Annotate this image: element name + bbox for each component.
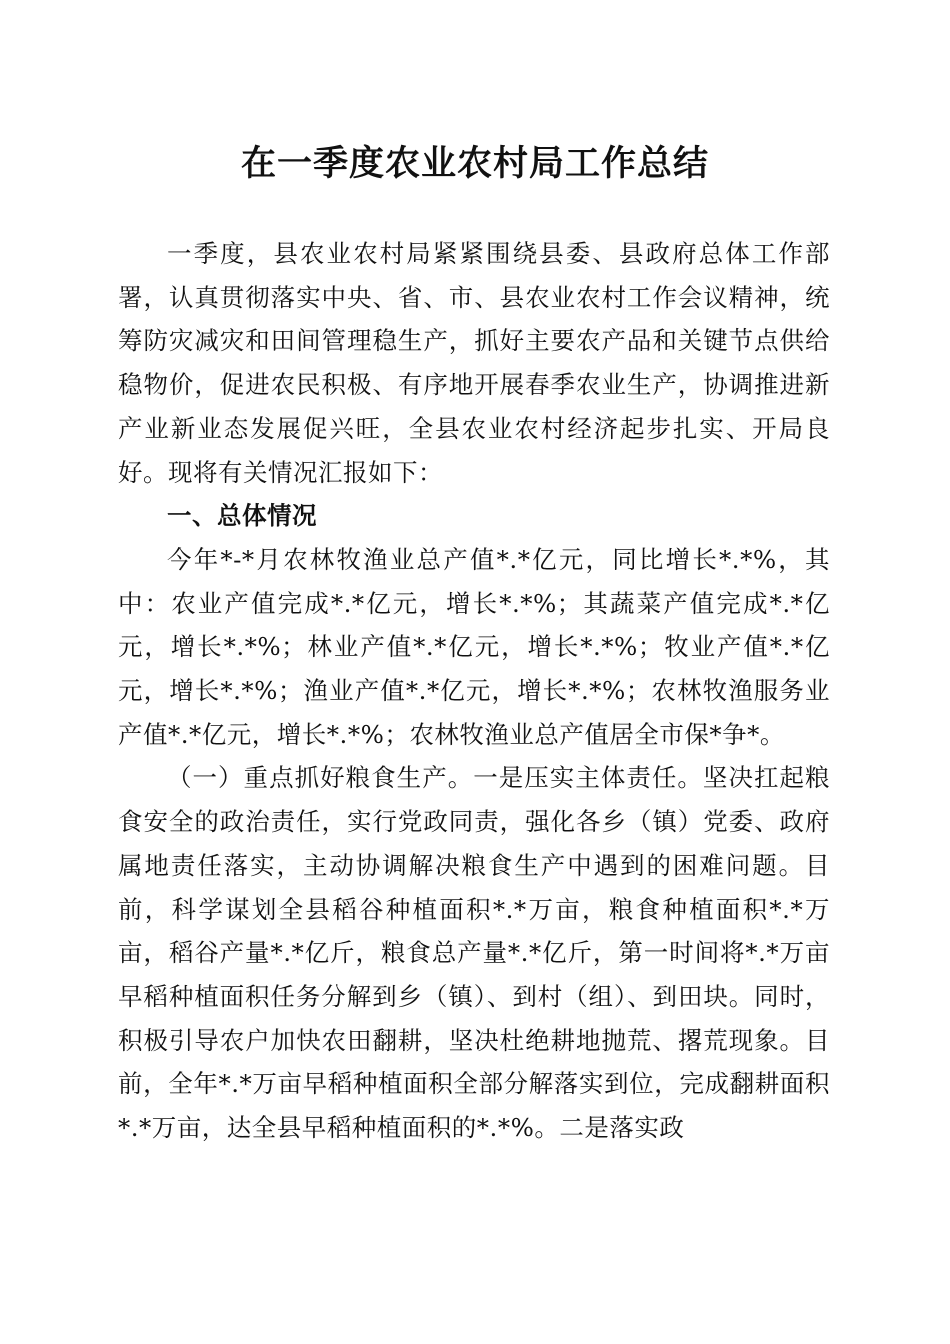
- intro-paragraph: 一季度，县农业农村局紧紧围绕县委、县政府总体工作部署，认真贯彻落实中央、省、市、县农业农村工作会议精神，统筹防灾减灾和田间管理稳生产，抓好主要农产品和关键节点供给稳物价，促进农民积极、有序地开展春季农业生产，协调推进新产业新业态发展促兴旺，全县农业农村经济起步扎实、开局良好。现将有关情况汇报如下：: [118, 239, 830, 487]
- subsection-grain-paragraph: [118, 756, 830, 1149]
- subsection-grain-text: 一是压实主体责任。坚决扛起粮食安全的政治责任，实行党政同责，强化各乡（镇）党委、政府属地责任落实，主动协调解决粮食生产中遇到的困难问题。目前，科学谋划全县稻谷种植面积*.*万亩，粮食种植面积*.*万亩，稻谷产量*.*亿斤，粮食总产量*.*亿斤，第一时间将*.*万亩早稻种植面积任务分解到乡（镇）、到村（组）、到田块。同时，积极引导农户加快农田翻耕，坚决杜绝耕地抛荒、撂荒现象。目前，全年*.*万亩早稻种植面积全部分解落实到位，完成翻耕面积*.*万亩，达全县早稻种植面积的*.*%。二是落实政: [118, 763, 831, 1143]
- section-heading-overall: 一、总体情况: [167, 501, 317, 531]
- section-overall-paragraph: 今年*-*月农林牧渔业总产值*.*亿元，同比增长*.*%，其中：农业产值完成*.*亿元，增长*.*%；其蔬菜产值完成*.*亿元，增长*.*%；林业产值*.*亿元，增长*.*%；牧业产值*.*亿元，增长*.*%；渔业产值*.*亿元，增长*.*%；农林牧渔服务业产值*.*亿元，增长*.*%；农林牧渔业总产值居全市保*争*。: [118, 544, 830, 749]
- document-body: [118, 232, 830, 1150]
- subsection-grain-heading: （一）重点抓好粮食生产。: [167, 763, 474, 793]
- document-title: 在一季度农业农村局工作总结: [240, 144, 709, 184]
